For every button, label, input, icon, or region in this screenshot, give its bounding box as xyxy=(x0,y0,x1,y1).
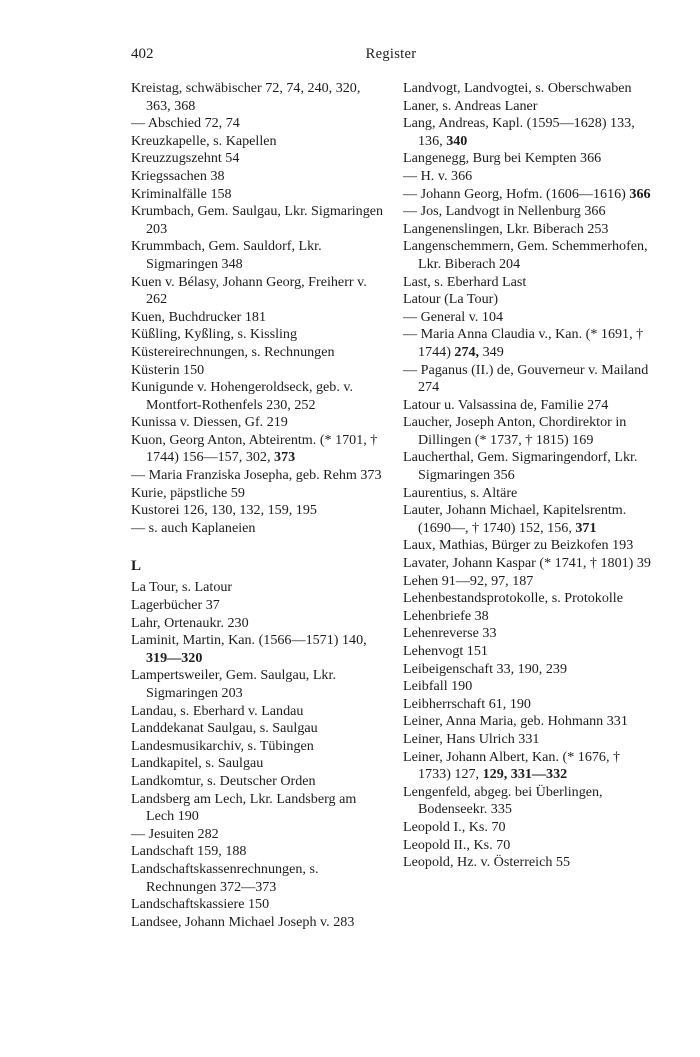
index-entry xyxy=(403,731,653,749)
entry-bold-pages: 129, 331—332 xyxy=(482,766,568,783)
index-entry xyxy=(403,186,653,204)
entry-text: Küßling, Kyßling, s. Kissling xyxy=(131,326,298,343)
entry-text: Laucherthal, Gem. Sigmaringendorf, Lkr. Sigmaringen 356 xyxy=(403,449,638,484)
entry-text: Landkapitel, s. Saulgau xyxy=(131,755,264,772)
index-entry xyxy=(403,98,653,116)
index-entry xyxy=(131,344,385,362)
index-entry xyxy=(131,326,385,344)
index-entry xyxy=(131,826,385,844)
index-entry xyxy=(403,854,653,872)
entry-text: Leiner, Hans Ulrich 331 xyxy=(403,730,540,747)
entry-text: Lagerbücher 37 xyxy=(131,597,220,614)
index-entry xyxy=(403,274,653,292)
entry-text: Latour u. Valsassina de, Familie 274 xyxy=(403,396,609,413)
index-entry xyxy=(131,485,385,503)
entry-text: — H. v. 366 xyxy=(403,167,473,184)
entry-text: Landkomtur, s. Deutscher Orden xyxy=(131,772,316,789)
entry-text: Kreistag, schwäbischer 72, 74, 240, 320, 363, 368 xyxy=(131,80,361,114)
entry-text: Leibeigenschaft 33, 190, 239 xyxy=(403,660,567,677)
entry-text: Lampertsweiler, Gem. Saulgau, Lkr. Sigmaringen 203 xyxy=(131,667,336,701)
entry-text: Krumbach, Gem. Saulgau, Lkr. Sigmaringen 203 xyxy=(131,203,384,237)
index-entry xyxy=(131,597,385,615)
entry-text: Kuon, Georg Anton, Abteirentm. (* 1701, † 1744) 156—157, 302, xyxy=(131,431,378,466)
entry-text: Landdekanat Saulgau, s. Saulgau xyxy=(131,720,318,737)
entry-text: Lehen 91—92, 97, 187 xyxy=(403,572,534,589)
index-entry xyxy=(131,914,385,932)
index-entry xyxy=(403,309,653,327)
entry-bold-pages: 366 xyxy=(629,185,651,202)
entry-text: Lavater, Johann Kaspar (* 1741, † 1801) 39 xyxy=(403,555,651,572)
index-entry xyxy=(131,667,385,702)
entry-text: Lehenvogt 151 xyxy=(403,643,488,659)
index-entry xyxy=(403,678,653,696)
entry-text: 349 xyxy=(479,343,504,360)
entry-text: Küstereirechnungen, s. Rechnungen xyxy=(131,343,335,360)
index-entry xyxy=(131,738,385,756)
page-number: 402 xyxy=(131,46,154,62)
index-entry xyxy=(131,720,385,738)
index-entry xyxy=(403,221,653,239)
entry-text: Lang, Andreas, Kapl. (1595—1628) 133, 136, xyxy=(403,115,635,149)
index-entry xyxy=(131,80,385,115)
entry-text: Leibherrschaft 61, 190 xyxy=(403,695,531,712)
index-entry xyxy=(403,661,653,679)
index-entry xyxy=(131,467,385,485)
entry-text: — Jesuiten 282 xyxy=(131,825,219,842)
entry-text: Leopold II., Ks. 70 xyxy=(403,836,511,853)
index-entry xyxy=(131,432,385,467)
entry-text: — Johann Georg, Hofm. (1606—1616) xyxy=(403,185,630,202)
index-entry xyxy=(403,696,653,714)
entry-text: Landschaftskassiere 150 xyxy=(131,896,270,913)
entry-text: Leopold, Hz. v. Österreich 55 xyxy=(403,854,570,871)
index-entry xyxy=(131,414,385,432)
entry-text: Latour (La Tour) xyxy=(403,291,499,308)
entry-text: — Maria Franziska Josepha, geb. Rehm 373 xyxy=(131,467,382,484)
index-entry xyxy=(403,608,653,626)
index-entry xyxy=(131,150,385,168)
index-entry xyxy=(131,168,385,186)
index-column-right xyxy=(403,80,653,872)
index-entry xyxy=(131,615,385,633)
page-header xyxy=(131,46,651,66)
index-entry xyxy=(403,362,653,397)
entry-text: Langenenslingen, Lkr. Biberach 253 xyxy=(403,220,609,237)
entry-text: Lengenfeld, abgeg. bei Überlingen, Bodenseekr. 335 xyxy=(403,783,603,818)
entry-text: Last, s. Eberhard Last xyxy=(403,273,527,290)
index-entry xyxy=(403,80,653,98)
index-entry xyxy=(131,843,385,861)
entry-text: Landvogt, Landvogtei, s. Oberschwaben xyxy=(403,80,632,96)
entry-text: Lehenbestandsprotokolle, s. Protokolle xyxy=(403,590,623,607)
index-entry xyxy=(403,819,653,837)
entry-text: Lauter, Johann Michael, Kapitelsrentm. (1690—, † 1740) 152, 156, xyxy=(403,502,627,536)
running-head: Register xyxy=(365,46,417,62)
index-entry xyxy=(403,590,653,608)
index-entry xyxy=(131,773,385,791)
entry-text: Kreuzkapelle, s. Kapellen xyxy=(131,132,277,149)
entry-text: Kuen v. Bélasy, Johann Georg, Freiherr v. 262 xyxy=(131,273,367,308)
entry-bold-pages: 274, xyxy=(454,343,480,360)
entry-text: Laux, Mathias, Bürger zu Beizkofen 193 xyxy=(403,537,634,554)
index-entry xyxy=(131,896,385,914)
index-entry xyxy=(131,579,385,597)
index-entry xyxy=(403,713,653,731)
index-entry xyxy=(403,203,653,221)
entry-text: Leibfall 190 xyxy=(403,678,473,695)
index-entry xyxy=(131,791,385,826)
entry-text: Laner, s. Andreas Laner xyxy=(403,97,538,114)
index-entry xyxy=(131,703,385,721)
entry-text: Lahr, Ortenaukr. 230 xyxy=(131,614,249,631)
entry-text: Laucher, Joseph Anton, Chordirektor in Dillingen (* 1737, † 1815) 169 xyxy=(403,414,627,448)
index-entry xyxy=(403,749,653,784)
index-entry xyxy=(403,555,653,573)
index-entry xyxy=(131,362,385,380)
entry-text: Krummbach, Gem. Sauldorf, Lkr. Sigmaringen 348 xyxy=(131,238,322,272)
entry-text: Landsee, Johann Michael Joseph v. 283 xyxy=(131,913,355,930)
entry-text: Langenschemmern, Gem. Schemmerhofen, Lkr. Biberach 204 xyxy=(403,238,648,272)
index-entry xyxy=(403,449,653,484)
index-entry xyxy=(131,755,385,773)
index-entry xyxy=(131,115,385,133)
index-entry xyxy=(131,274,385,309)
index-entry xyxy=(131,861,385,896)
index-entry xyxy=(403,150,653,168)
index-entry xyxy=(131,186,385,204)
entry-text: Leiner, Anna Maria, geb. Hohmann 331 xyxy=(403,713,628,730)
entry-text: Kriegssachen 38 xyxy=(131,167,225,184)
section-letter xyxy=(131,557,385,575)
entry-text: — Paganus (II.) de, Gouverneur v. Mailand 274 xyxy=(403,361,649,396)
entry-text: Kreuzzugszehnt 54 xyxy=(131,150,240,167)
index-entry xyxy=(403,291,653,309)
index-entry xyxy=(131,379,385,414)
index-entry xyxy=(403,625,653,643)
index-entry xyxy=(131,238,385,273)
index-entry xyxy=(403,168,653,186)
entry-bold-pages: 373 xyxy=(274,449,296,466)
index-entry xyxy=(131,203,385,238)
entry-text: Landau, s. Eberhard v. Landau xyxy=(131,702,304,719)
index-entry xyxy=(403,837,653,855)
entry-text: — Abschied 72, 74 xyxy=(131,115,240,132)
entry-text: Kunissa v. Diessen, Gf. 219 xyxy=(131,414,288,431)
entry-bold-pages: 371 xyxy=(575,519,597,536)
entry-text: Landschaftskassenrechnungen, s. Rechnungen 372—373 xyxy=(131,860,319,895)
index-entry xyxy=(403,502,653,537)
index-entry xyxy=(403,573,653,591)
entry-text: Leopold I., Ks. 70 xyxy=(403,818,506,835)
index-entry xyxy=(403,643,653,661)
index-entry xyxy=(403,397,653,415)
entry-bold-pages: 340 xyxy=(446,132,468,149)
entry-text: Kustorei 126, 130, 132, 159, 195 xyxy=(131,502,317,519)
index-entry xyxy=(403,115,653,150)
entry-text: — General v. 104 xyxy=(403,308,504,325)
entry-text: Kunigunde v. Hohengeroldseck, geb. v. Montfort-Rothenfels 230, 252 xyxy=(131,379,354,413)
index-entry xyxy=(403,537,653,555)
index-entry xyxy=(131,502,385,520)
entry-text: — Jos, Landvogt in Nellenburg 366 xyxy=(403,203,606,220)
entry-text: Laminit, Martin, Kan. (1566—1571) 140, xyxy=(131,632,367,649)
entry-text: Lehenbriefe 38 xyxy=(403,607,489,624)
entry-text: Leiner, Johann Albert, Kan. (* 1676, † 1733) 127, xyxy=(403,748,621,783)
entry-text: Lehenreverse 33 xyxy=(403,625,497,642)
entry-bold-pages: 319—320 xyxy=(146,649,203,666)
entry-text: L xyxy=(131,558,142,575)
entry-text: — Maria Anna Claudia v., Kan. (* 1691, † 1744) xyxy=(403,326,644,360)
entry-text: Kriminalfälle 158 xyxy=(131,185,232,202)
entry-text: — s. auch Kaplaneien xyxy=(131,519,256,536)
index-column-left xyxy=(131,80,385,931)
entry-text: Landesmusikarchiv, s. Tübingen xyxy=(131,737,314,754)
entry-text: Kuen, Buchdrucker 181 xyxy=(131,308,267,325)
index-entry xyxy=(403,485,653,503)
index-entry xyxy=(403,238,653,273)
index-entry xyxy=(403,784,653,819)
entry-text: Laurentius, s. Altäre xyxy=(403,484,518,501)
entry-text: La Tour, s. Latour xyxy=(131,579,233,596)
index-entry xyxy=(403,326,653,361)
entry-text: Küsterin 150 xyxy=(131,361,205,378)
index-entry xyxy=(131,133,385,151)
entry-text: Kurie, päpstliche 59 xyxy=(131,484,245,501)
index-entry xyxy=(131,309,385,327)
entry-text: Langenegg, Burg bei Kempten 366 xyxy=(403,150,602,167)
index-entry xyxy=(131,632,385,667)
entry-text: Landsberg am Lech, Lkr. Landsberg am Lech 190 xyxy=(131,790,357,825)
index-entry xyxy=(131,520,385,538)
index-entry xyxy=(403,414,653,449)
entry-text: Landschaft 159, 188 xyxy=(131,843,247,860)
